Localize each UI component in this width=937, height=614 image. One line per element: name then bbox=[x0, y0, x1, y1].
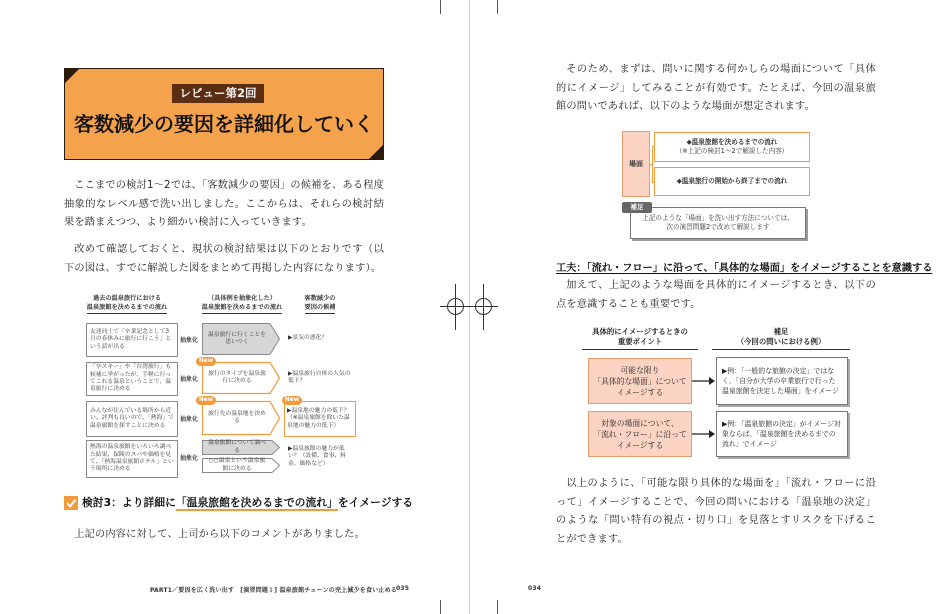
point-line: 「流れ・フロー」に沿って bbox=[593, 429, 687, 439]
chapter-title: 客数減少の要因を詳細化していく bbox=[74, 112, 374, 136]
page-number: 035 bbox=[396, 585, 410, 592]
body-paragraph: ここまでの検討1～2では、「客数減少の要因」の候補を、ある程度抽象的なレベル感で洗い出しました。ここからは、それらの検討結果を踏まえつつ、より細かい検討に入っていきます。 bbox=[64, 180, 384, 229]
abstraction-label: 抽象化 bbox=[179, 416, 198, 423]
supplement-line: 上記のような「場面」を洗い出す方法については、 bbox=[642, 213, 794, 222]
scene-item-title: ◆温泉旅行の開始から終了までの流れ bbox=[676, 177, 788, 185]
header-line: 過去の温泉旅行における bbox=[92, 295, 162, 302]
study-heading-prefix: 検討3：より詳細に bbox=[82, 496, 176, 509]
supplement-note bbox=[630, 207, 806, 239]
scene-item-note: （※上記の検討1～2で解説した内容） bbox=[675, 147, 789, 155]
point-line: イメージする bbox=[616, 387, 664, 397]
abstract-step bbox=[202, 362, 280, 394]
tip-heading: 工夫：「流れ・フロー」に沿って、「具体的な場面」をイメージすることを意識する bbox=[556, 263, 933, 274]
running-footer: PART1／要因を広く洗い出す [演習問題１] 温泉旅館チェーンの売上減少を食い止める bbox=[150, 587, 397, 594]
abstract-step bbox=[202, 440, 280, 455]
concrete-step: みんなが住んでいる場所から近い、評判も良いので、「熱海」で温泉旅館を探すことに決める bbox=[86, 401, 178, 437]
header-line: 温泉旅館を決めるまでの流れ bbox=[87, 304, 167, 315]
table-header-points bbox=[582, 327, 698, 350]
header-line: 要因の候補 bbox=[305, 304, 336, 315]
table-row-point bbox=[588, 411, 692, 457]
diagram-header-abstract bbox=[196, 295, 288, 314]
study-heading-suffix: をイメージする bbox=[337, 496, 414, 509]
concrete-step: 「卒スキー」や「台湾旅行」も候補に挙がったが、手軽に行ってこれる温泉ということで、温泉旅行に決める bbox=[86, 362, 178, 396]
scene-item bbox=[654, 132, 810, 162]
header-line: 補足 bbox=[773, 327, 789, 336]
supplement-line: 次の演習問題2で改めて解説します bbox=[666, 223, 770, 231]
cause-candidate: ▶温泉旅館の魅力が低い？（設備、食事、料金、価格など） bbox=[288, 445, 346, 467]
header-line: 温泉旅館を決めるまでの流れ bbox=[202, 304, 282, 315]
abstraction-label: 抽象化 bbox=[179, 376, 198, 383]
new-badge: New bbox=[282, 396, 302, 405]
body-paragraph: 上記の内容に対して、上司から以下のコメントがありました。 bbox=[74, 529, 365, 540]
table-row-example: ▶例：「温泉旅館の決定」がイメージ対象ならば、「温泉旅館を決めるまでの流れ」でイメージ bbox=[716, 411, 848, 457]
abstract-step-text: 旅行先の温泉地を決める bbox=[208, 410, 266, 424]
cause-candidate: ▶温泉地の魅力の低下？（※温泉旅館を除いた温泉地の魅力の低下） bbox=[284, 401, 356, 437]
abstract-step bbox=[202, 458, 280, 473]
body-paragraph: 改めて確認しておくと、現状の検討結果は以下のとおりです（以下の図は、すでに解説した図をまとめて再掲した内容になります）。 bbox=[64, 244, 384, 274]
header-line: 具体的にイメージするときの bbox=[592, 327, 688, 336]
scene-label: 場面 bbox=[622, 131, 650, 197]
header-line: （今回の問いにおける例） bbox=[736, 337, 826, 346]
point-line: イメージする bbox=[616, 440, 664, 450]
diagram-header-causes bbox=[288, 295, 352, 314]
review-banner bbox=[64, 68, 384, 160]
concrete-step: 熱海の温泉旅館をいろいろ調べた結果、保険のスパや価格を見て、「熱海温泉旅館ホテル」という場所に決める bbox=[86, 440, 178, 478]
header-line: 重要ポイント bbox=[617, 337, 663, 346]
supplement-tab: 補足 bbox=[622, 202, 652, 213]
new-badge: New bbox=[196, 396, 216, 405]
abstract-step bbox=[202, 401, 280, 435]
scene-item bbox=[654, 167, 810, 196]
header-line: 客数減少の bbox=[304, 295, 336, 302]
cause-candidate: ▶温泉旅行自体の人気の低下？ bbox=[288, 370, 351, 384]
abstraction-label: 抽象化 bbox=[179, 337, 198, 344]
table-row-example: ▶例：「一般的な旅館の決定」ではなく、「自分が大学の卒業旅行で行った温泉旅館を決定した場面」をイメージ bbox=[716, 357, 848, 405]
point-line: 可能な限り bbox=[620, 365, 660, 375]
body-paragraph: そのため、まずは、問いに関する何かしらの場面について「具体的にイメージ」してみることが有効です。たとえば、今回の温泉旅館の問いであれば、以下のような場面が想定されます。 bbox=[556, 64, 876, 113]
abstract-step-text: 旅行のタイプを温泉旅行に決める bbox=[208, 370, 266, 384]
page-number: 034 bbox=[528, 585, 542, 592]
header-line: （具体例を抽象化した） bbox=[207, 295, 277, 302]
point-line: 対象の場面について、 bbox=[601, 418, 679, 428]
diagram-header-concrete bbox=[80, 295, 174, 314]
body-paragraph: 以上のように、「可能な限り具体的な場面を」「流れ・フローに沿って」イメージすることで、今回の問いにおける「温泉地の決定」のような「問い特有の視点・切り口」を見落とすリスクを下げることができます。 bbox=[556, 478, 876, 545]
abstraction-label: 抽象化 bbox=[179, 455, 198, 462]
cause-candidate: ▶景気の悪化？ bbox=[288, 335, 328, 342]
body-paragraph: 加えて、上記のような場面を具体的にイメージするとき、以下の点を意識することも重要です。 bbox=[556, 280, 876, 310]
arrow-right-icon bbox=[692, 429, 716, 439]
table-header-notes bbox=[712, 327, 850, 350]
new-badge: New bbox=[196, 357, 216, 366]
point-line: 「具体的な場面」について bbox=[593, 376, 687, 386]
abstract-step-text: 温泉旅行に行くことを思いつく bbox=[208, 331, 266, 345]
abstract-step-text: 温泉旅館について調べる bbox=[208, 440, 266, 454]
checkbox-icon bbox=[64, 496, 78, 510]
arrow-right-icon bbox=[692, 376, 716, 386]
study-heading bbox=[82, 495, 413, 511]
concrete-step: 友達同士で「卒業記念として3月の春休みに旅行に行こう」という話が出る bbox=[86, 323, 178, 357]
abstract-step-text: ○○温泉という温泉旅館に決める bbox=[208, 458, 266, 472]
table-row-point bbox=[588, 358, 692, 404]
review-label: レビュー第2回 bbox=[172, 84, 264, 103]
study-heading-highlight: 「温泉旅館を決めるまでの流れ」 bbox=[175, 496, 338, 509]
abstract-step bbox=[202, 323, 280, 355]
scene-item-title: ◆温泉旅館を決めるまでの流れ bbox=[686, 138, 778, 146]
